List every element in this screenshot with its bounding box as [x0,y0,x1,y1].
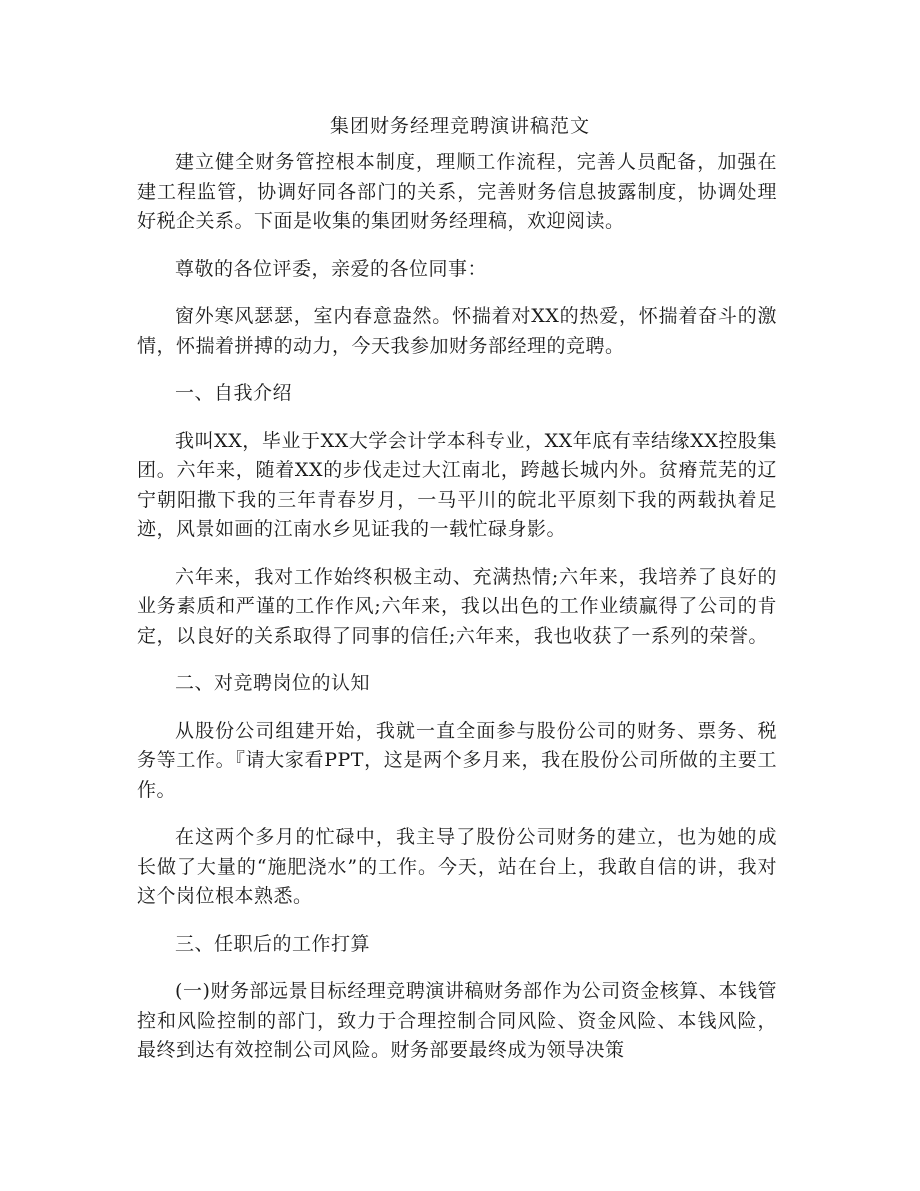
paragraph-intro: 建立健全财务管控根本制度，理顺工作流程，完善人员配备，加强在建工程监管，协调好同各部门的关系，完善财务信息披露制度，协调处理好税企关系。下面是收集的集团财务经理稿，欢迎阅读。 [137,151,777,232]
section-heading-2: 二、对竞聘岗位的认知 [175,672,371,694]
section-heading-1: 一、自我介绍 [175,382,293,404]
paragraph-salutation: 尊敬的各位评委，亲爱的各位同事： [175,257,488,280]
document-title: 集团财务经理竞聘演讲稿范文 [329,115,590,137]
paragraph-company-work: 从股份公司组建开始，我就一直全面参与股份公司的财务、票务、税务等工作。『请大家看PPT，这是两个多月来，我在股份公司所做的主要工作。 [137,719,777,801]
paragraph-opening: 窗外寒风瑟瑟，室内春意盎然。怀揣着对XX的热爱，怀揣着奋斗的激情，怀揣着拼搏的动力，今天我参加财务部经理的竞聘。 [137,305,777,357]
paragraph-six-years: 六年来，我对工作始终积极主动、充满热情;六年来，我培养了良好的业务素质和严谨的工作作风;六年来，我以出色的工作业绩赢得了公司的肯定，以良好的关系取得了同事的信任;六年来，我也收获了一系列的荣誉。 [137,565,777,647]
section-heading-3: 三、任职后的工作打算 [175,932,371,955]
paragraph-goals: (一)财务部远景目标经理竞聘演讲稿财务部作为公司资金核算、本钱管控和风险控制的部门，致力于合理控制合同风险、资金风险、本钱风险，最终到达有效控制公司风险。财务部要最终成为领导决策 [137,980,777,1061]
document-body [137,148,777,1084]
paragraph-busy-months: 在这两个多月的忙碌中，我主导了股份公司财务的建立，也为她的成长做了大量的“施肥浇水”的工作。今天，站在台上，我敢自信的讲，我对这个岗位根本熟悉。 [137,826,777,907]
paragraph-self-intro: 我叫XX，毕业于XX大学会计学本科专业，XX年底有幸结缘XX控股集团。六年来，随着XX的步伐走过大江南北，跨越长城内外。贫瘠荒芜的辽宁朝阳撒下我的三年青春岁月，一马平川的皖北平原刻下我的两载执着足迹，风景如画的江南水乡见证我的一载忙碌身影。 [137,429,777,540]
